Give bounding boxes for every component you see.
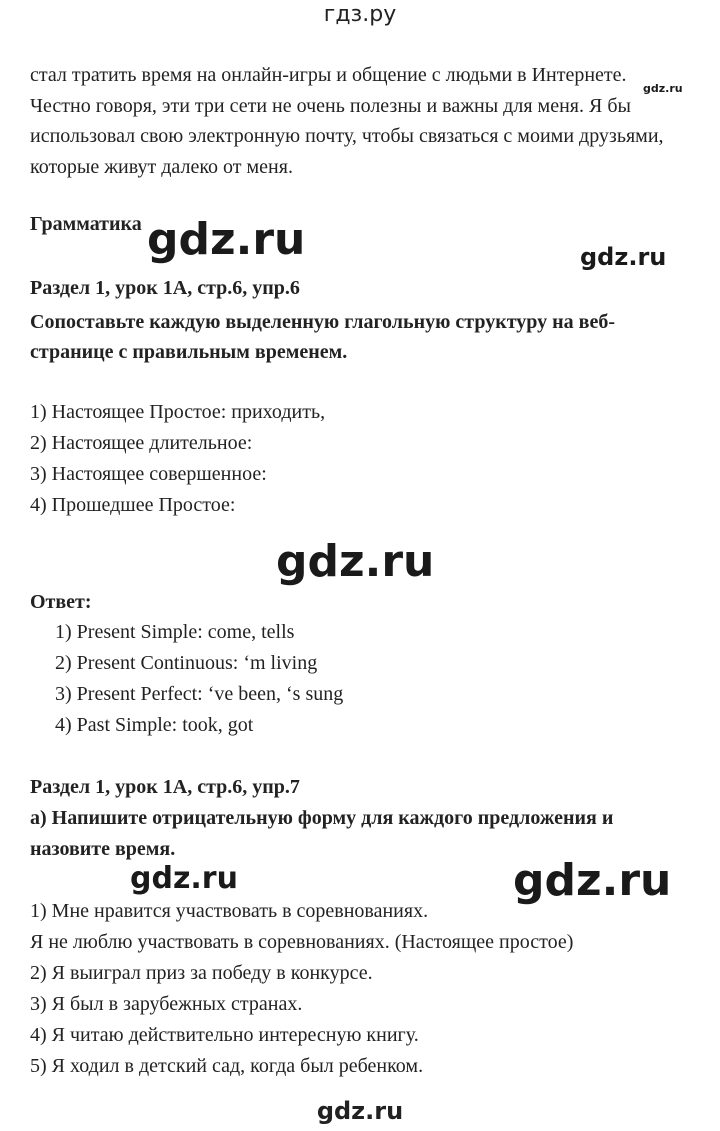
exercise6-item-1: 1) Настоящее Простое: приходить, — [30, 401, 326, 423]
exercise6-task-line-2: странице с правильным временем. — [30, 341, 348, 363]
intro-line-4: которые живут далеко от меня. — [30, 156, 293, 178]
exercise7-task-line-1: а) Напишите отрицательную форму для каждого предложения и — [30, 807, 614, 829]
exercise7-answer-1: Я не люблю участвовать в соревнованиях. (Настоящее простое) — [30, 931, 574, 953]
exercise7-item-1: 1) Мне нравится участвовать в соревнованиях. — [30, 900, 429, 922]
exercise7-item-5: 5) Я ходил в детский сад, когда был ребенком. — [30, 1055, 424, 1077]
exercise7-item-3: 3) Я был в зарубежных странах. — [30, 993, 303, 1015]
watermark-large-1: gdz.ru — [147, 214, 306, 265]
watermark-medium-right: gdz.ru — [580, 243, 667, 271]
site-header[interactable]: гдз.ру — [323, 2, 397, 27]
exercise6-item-2: 2) Настоящее длительное: — [30, 432, 253, 454]
exercise6-item-4: 4) Прошедшее Простое: — [30, 494, 236, 516]
watermark-large-right: gdz.ru — [513, 855, 672, 906]
exercise7-heading: Раздел 1, урок 1А, стр.6, упр.7 — [30, 776, 300, 798]
exercise6-answer-4: 4) Past Simple: took, got — [55, 714, 254, 736]
exercise6-item-3: 3) Настоящее совершенное: — [30, 463, 267, 485]
exercise6-answer-2: 2) Present Continuous: ‘m living — [55, 652, 318, 674]
exercise7-task-line-2: назовите время. — [30, 838, 176, 860]
exercise6-answer-label: Ответ: — [30, 591, 92, 613]
footer-watermark[interactable]: gdz.ru — [316, 1097, 404, 1125]
exercise7-item-4: 4) Я читаю действительно интересную книгу. — [30, 1024, 419, 1046]
grammar-heading: Грамматика — [30, 213, 142, 235]
exercise6-heading: Раздел 1, урок 1А, стр.6, упр.6 — [30, 277, 300, 299]
exercise6-answer-3: 3) Present Perfect: ‘ve been, ‘s sung — [55, 683, 344, 705]
watermark-medium-left: gdz.ru — [130, 861, 238, 896]
intro-line-2: Честно говоря, эти три сети не очень полезны и важны для меня. Я бы — [30, 95, 631, 117]
intro-line-1: стал тратить время на онлайн-игры и общение с людьми в Интернете. — [30, 64, 627, 86]
exercise7-item-2: 2) Я выиграл приз за победу в конкурсе. — [30, 962, 373, 984]
exercise6-answer-1: 1) Present Simple: come, tells — [55, 621, 295, 643]
exercise6-task-line-1: Сопоставьте каждую выделенную глагольную структуру на веб- — [30, 311, 616, 333]
intro-line-3: использовал свою электронную почту, чтобы связаться с моими друзьями, — [30, 125, 664, 147]
watermark-tiny: gdz.ru — [643, 82, 683, 95]
watermark-large-center: gdz.ru — [276, 536, 435, 587]
